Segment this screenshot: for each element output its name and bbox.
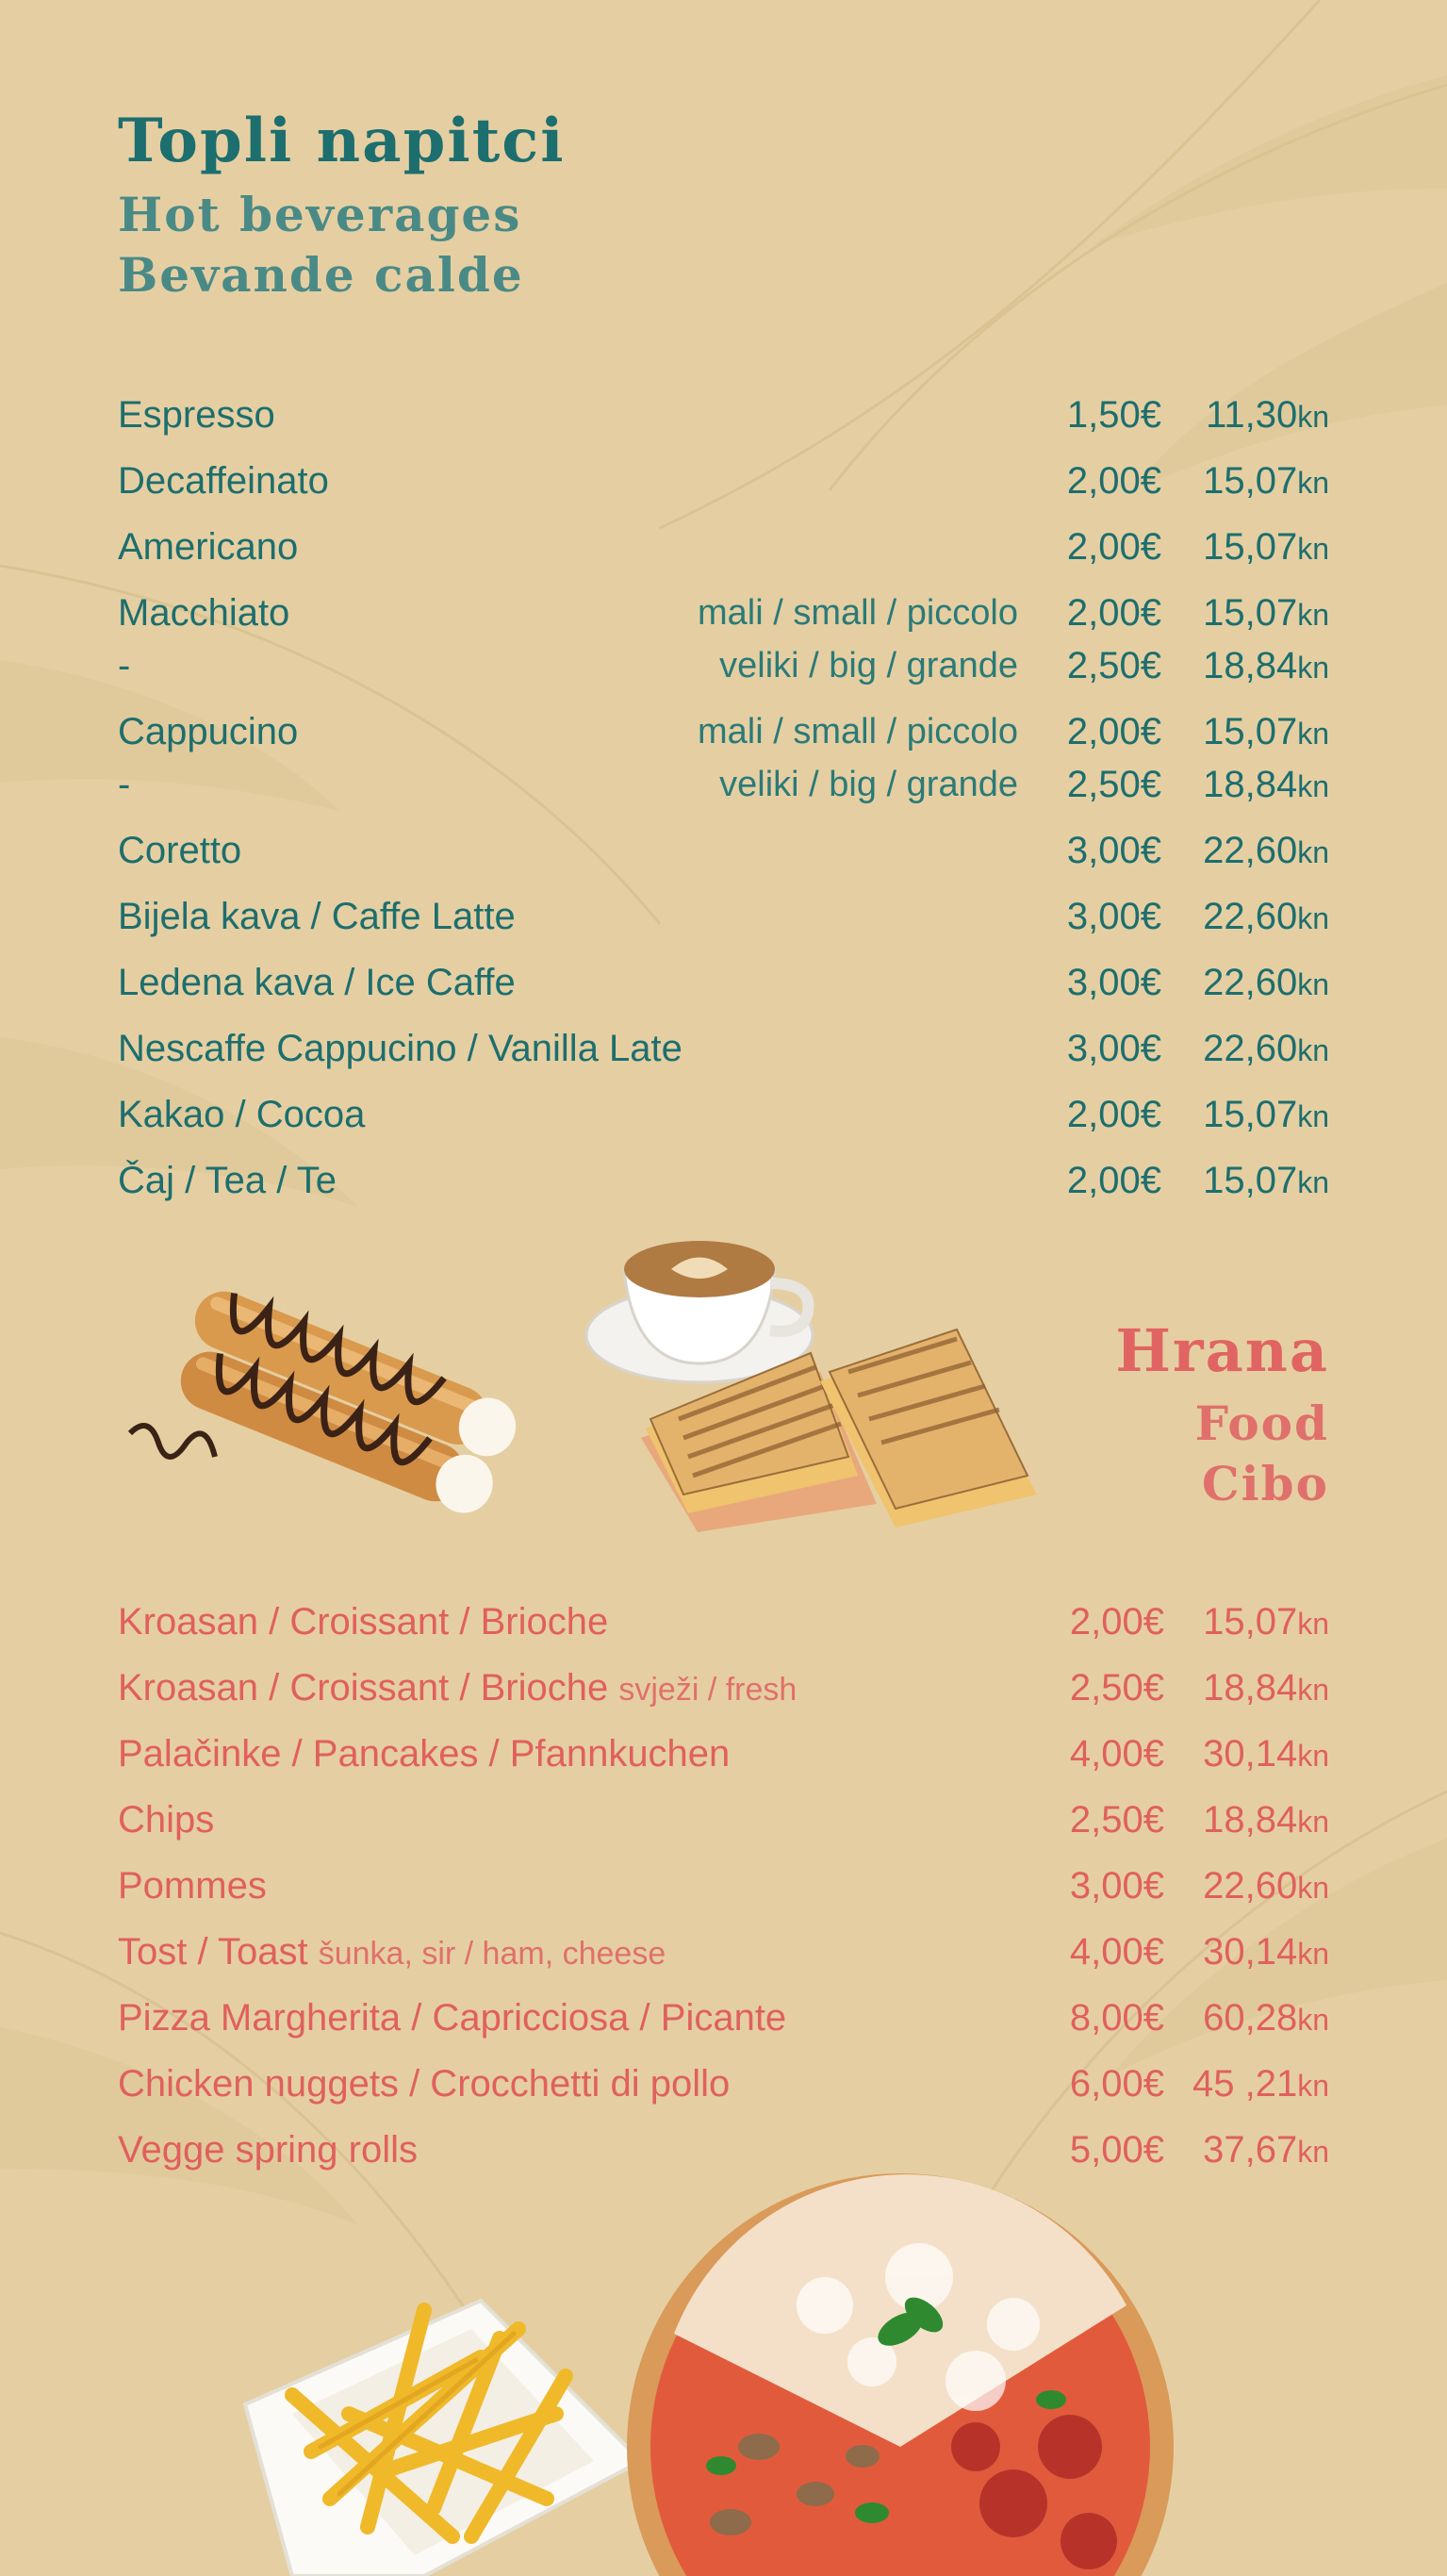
item-price-eur: 2,00€ [1066, 1160, 1161, 1201]
item-name: Nescaffe Cappucino / Vanilla Late [118, 1028, 682, 1069]
item-price-kn: 15,07kn [1203, 592, 1329, 634]
item-price-kn: 15,07kn [1203, 1160, 1329, 1201]
item-price-kn: 22,60kn [1203, 896, 1329, 937]
item-price-kn: 22,60kn [1203, 830, 1329, 871]
item-price-eur: 2,00€ [1066, 460, 1161, 502]
menu-item [118, 890, 1329, 943]
item-name: Kroasan / Croissant / Brioche [118, 1601, 609, 1643]
french-fries-image [236, 2225, 650, 2576]
food-subtitle-it: Cibo [1201, 1456, 1329, 1511]
item-price-eur: 2,50€ [1066, 764, 1161, 805]
item-name: - [118, 645, 131, 686]
item-price-eur: 2,00€ [1069, 1601, 1164, 1643]
item-name: Ledena kava / Ice Caffe [118, 962, 516, 1003]
item-price-kn: 22,60kn [1203, 962, 1329, 1003]
item-price-kn: 30,14kn [1203, 1733, 1329, 1775]
item-size: veliki / big / grande [719, 765, 1018, 804]
menu-item [118, 1727, 1329, 1780]
item-price-eur: 6,00€ [1069, 2063, 1164, 2105]
item-price-kn: 18,84kn [1203, 1799, 1329, 1841]
item-price-eur: 8,00€ [1069, 1997, 1164, 2039]
toast-sandwich-image [632, 1315, 1056, 1542]
menu-item [118, 1154, 1329, 1207]
item-price-kn: 22,60kn [1203, 1028, 1329, 1069]
food-subtitle-en: Food [1194, 1395, 1329, 1451]
hot-beverages-subtitle-it: Bevande calde [118, 247, 524, 303]
menu-item [118, 454, 1329, 507]
item-price-eur: 2,00€ [1066, 526, 1161, 568]
menu-item [118, 705, 1329, 758]
item-price-kn: 22,60kn [1203, 1865, 1329, 1907]
item-price-eur: 3,00€ [1066, 830, 1161, 871]
item-price-eur: 2,50€ [1069, 1667, 1164, 1709]
item-price-kn: 18,84kn [1203, 1667, 1329, 1709]
item-name: Palačinke / Pancakes / Pfannkuchen [118, 1733, 731, 1775]
item-name: Pizza Margherita / Capricciosa / Picante [118, 1997, 787, 2039]
item-price-kn: 15,07kn [1203, 526, 1329, 568]
item-price-eur: 5,00€ [1069, 2129, 1164, 2171]
item-price-eur: 1,50€ [1066, 394, 1161, 436]
item-name: Chips [118, 1799, 215, 1841]
item-price-eur: 3,00€ [1066, 896, 1161, 937]
menu-item [118, 1925, 1329, 1978]
menu-item [118, 824, 1329, 877]
item-name: Macchiato [118, 592, 290, 634]
item-name: Coretto [118, 830, 242, 871]
item-price-kn: 18,84kn [1203, 764, 1329, 805]
item-price-eur: 2,00€ [1066, 1094, 1161, 1135]
menu-item [118, 1991, 1329, 2044]
menu-item [118, 1088, 1329, 1141]
item-price-eur: 3,00€ [1066, 1028, 1161, 1069]
food-title: Hrana [1115, 1316, 1329, 1385]
hot-beverages-title: Topli napitci [118, 106, 566, 176]
item-name: Chicken nuggets / Crocchetti di pollo [118, 2063, 731, 2105]
pizza-image [617, 2164, 1183, 2576]
item-price-kn: 30,14kn [1203, 1931, 1329, 1973]
hot-beverages-subtitle-en: Hot beverages [118, 187, 522, 242]
menu-item [118, 1661, 1329, 1714]
item-price-kn: 15,07kn [1203, 1094, 1329, 1135]
item-price-kn: 18,84kn [1203, 645, 1329, 686]
item-size: veliki / big / grande [719, 646, 1018, 685]
menu-item [118, 639, 1329, 692]
item-price-kn: 37,67kn [1203, 2129, 1329, 2171]
menu-item [118, 758, 1329, 811]
item-size: mali / small / piccolo [698, 593, 1018, 633]
item-name: Čaj / Tea / Te [118, 1160, 337, 1201]
item-price-eur: 2,50€ [1066, 645, 1161, 686]
item-note: svježi / fresh [618, 1672, 797, 1708]
item-price-eur: 2,00€ [1066, 592, 1161, 634]
item-price-kn: 15,07kn [1203, 711, 1329, 752]
pancake-rolls-image [111, 1282, 554, 1546]
item-price-eur: 4,00€ [1069, 1931, 1164, 1973]
menu-item [118, 1859, 1329, 1912]
item-name: Kroasan / Croissant / Brioche svježi / fresh [118, 1667, 797, 1709]
menu-item [118, 2057, 1329, 2110]
item-price-eur: 2,00€ [1066, 711, 1161, 752]
item-name: Americano [118, 526, 299, 568]
menu-item [118, 1793, 1329, 1846]
menu-item [118, 520, 1329, 573]
item-price-eur: 3,00€ [1069, 1865, 1164, 1907]
item-name: Tost / Toast šunka, sir / ham, cheese [118, 1931, 666, 1973]
item-name: Vegge spring rolls [118, 2129, 418, 2171]
item-price-kn: 45 ,21kn [1192, 2063, 1329, 2105]
item-name: Cappucino [118, 711, 299, 752]
menu-item [118, 586, 1329, 639]
item-name: Bijela kava / Caffe Latte [118, 896, 516, 937]
item-name: Kakao / Cocoa [118, 1094, 366, 1135]
item-size: mali / small / piccolo [698, 712, 1018, 751]
item-name: Espresso [118, 394, 275, 436]
item-name: - [118, 764, 131, 805]
item-price-kn: 15,07kn [1203, 460, 1329, 502]
menu-item [118, 1022, 1329, 1075]
item-note: šunka, sir / ham, cheese [318, 1936, 666, 1972]
item-price-kn: 11,30kn [1206, 394, 1329, 436]
item-price-eur: 4,00€ [1069, 1733, 1164, 1775]
menu-item [118, 956, 1329, 1009]
item-name: Pommes [118, 1865, 267, 1907]
item-name: Decaffeinato [118, 460, 329, 502]
item-price-eur: 2,50€ [1069, 1799, 1164, 1841]
menu-item [118, 388, 1329, 441]
item-price-kn: 15,07kn [1203, 1601, 1329, 1643]
item-price-kn: 60,28kn [1203, 1997, 1329, 2039]
menu-item [118, 1595, 1329, 1648]
item-price-eur: 3,00€ [1066, 962, 1161, 1003]
